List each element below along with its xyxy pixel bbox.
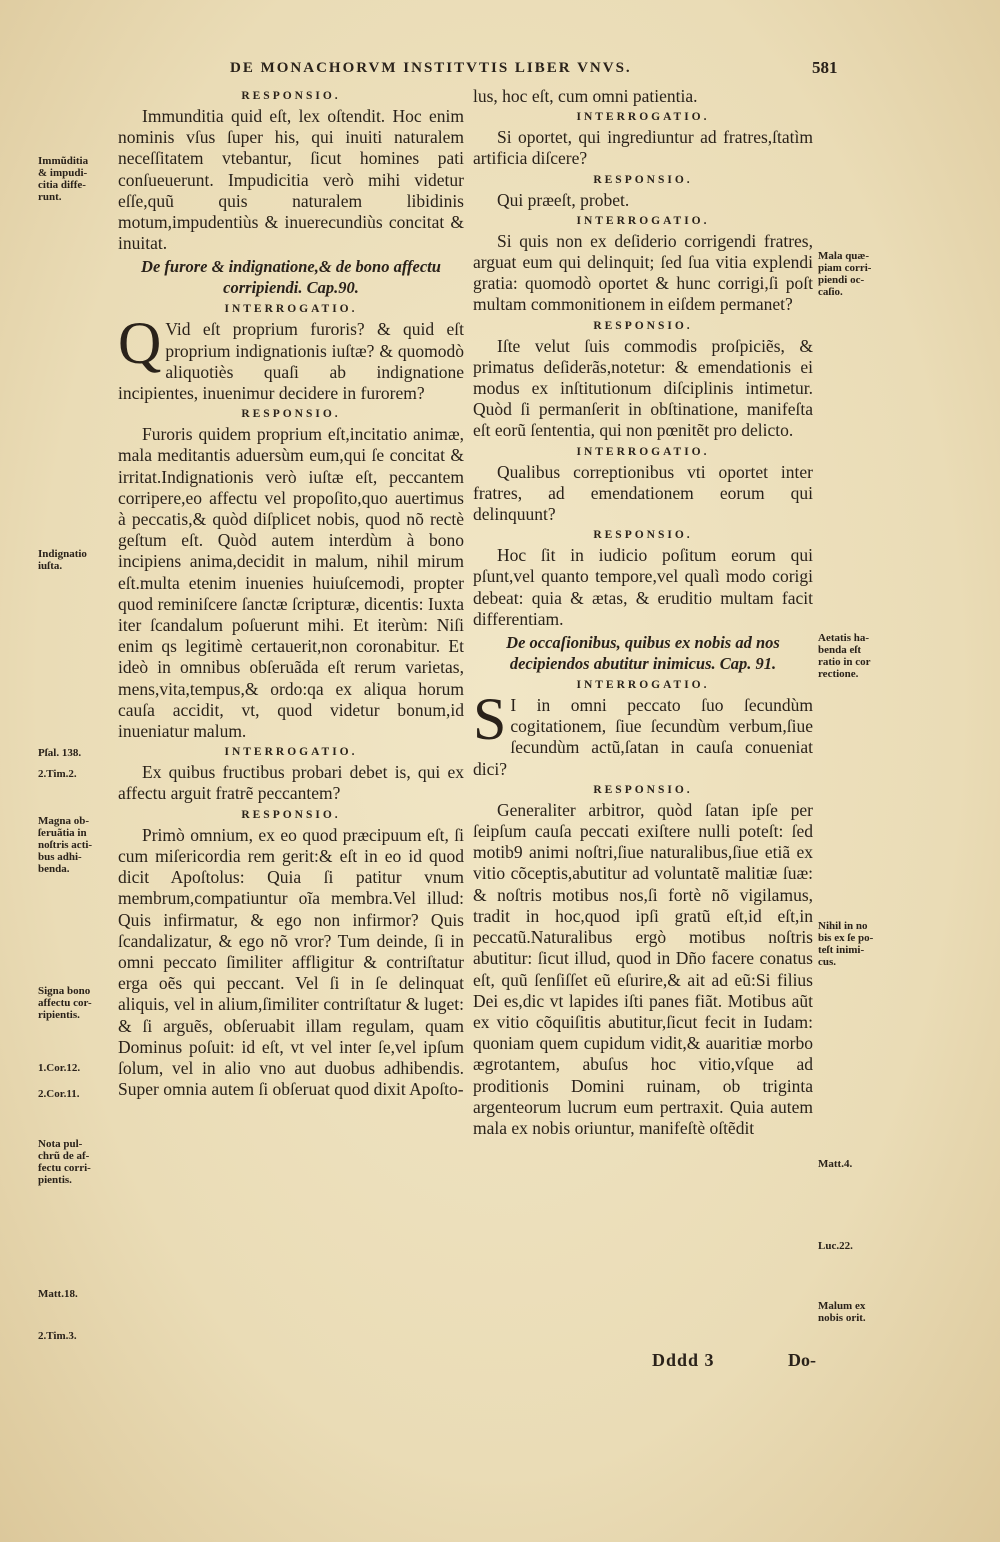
margin-note: Malum ex nobis orit. <box>818 1300 866 1324</box>
section-label: RESPONSIO. <box>593 319 693 332</box>
running-title: DE MONACHORVM INSTITVTIS LIBER VNVS. <box>230 60 632 76</box>
margin-note: 2.Tim.2. <box>38 768 77 780</box>
section-label: INTERROGATIO. <box>576 445 710 458</box>
paragraph: Qui præeſt, probet. <box>497 189 630 210</box>
paragraph: Iſte velut ſuis commodis proſpiciẽs, & primatus deſiderãs,notetur: & emendationis ei modus ex inſtitutionum diſciplinis intimetur. Quòd ſi permanſerit in obſtinatione, manifeſta eſt eorũ ſententia, qui non pœnitẽt pro delicto. <box>473 335 813 441</box>
margin-note: Matt.4. <box>818 1158 853 1170</box>
catchword: Do- <box>788 1350 816 1370</box>
section-label: RESPONSIO. <box>241 408 341 421</box>
margin-note: Luc.22. <box>818 1240 853 1252</box>
section-label: INTERROGATIO. <box>576 679 710 692</box>
paragraph: Ex quibus fructibus probari debet is, qui ex affectu arguit fratrẽ peccantem? <box>118 762 464 804</box>
margin-note: Matt.18. <box>38 1288 78 1300</box>
margin-note: 2.Cor.11. <box>38 1088 80 1100</box>
paragraph-dropcap: QVid eſt proprium furoris? & quid eſt proprium indignationis iuſtæ? & quomodò aliquotiès quaſi ab indignatione incipientes, inuenimur decidere in furorem? <box>118 310 464 404</box>
margin-note: Mala quæ- piam corri- piendi oc- caſio. <box>818 250 872 298</box>
signature-mark: Dddd 3 <box>652 1350 715 1370</box>
paragraph: Furoris quidem proprium eſt,incitatio animæ, mala meditantis aduersùm eum,qui ſe concitat & irritat.Indignationis verò iuſtæ eſt, peccantem corripere,eo affectu vel propoſito,quo auertimus à peccatis,& quòd diſplicet nobis, quod nõ rectè geſtum eſt. Quòd autem interdùm à bono incipiens anima,decidit in malum, nihil mirum eſt.multa etenim inuenies huiuſcemodi, propter quod reminiſcere ſanctæ ſcripturæ, dicentis: Iuxta iter ſcandalum poſuerunt mihi. Et iterùm: Niſi enim qs legitimè certauerit,non coronabitur. Et ideò in omnibus obſeruãda eſt rerum varietas, mens,vita,tempus,& ordo:qa ex aliqua horum cauſa accidit, vt, quod videtur bonum,id inueniatur malum. <box>118 424 464 742</box>
left-text-column <box>118 86 464 1100</box>
right-text-column <box>473 86 813 1139</box>
section-label: RESPONSIO. <box>241 90 341 102</box>
margin-note: 1.Cor.12. <box>38 1062 81 1074</box>
margin-note: Nota pul- chrũ de af- fectu corri- pientis. <box>38 1138 91 1186</box>
paragraph: Hoc ſit in iudicio poſitum eorum qui pſunt,vel quanto tempore,vel qualì modo corigi debeat: quia & ætas, & eruditio multam facit differentiam. <box>473 545 813 629</box>
chapter-title: De occaſionibus, quibus ex nobis ad nos decipiendos abutitur inimicus. Cap. 91. <box>506 633 780 674</box>
margin-note: Magna ob- ſeruãtia in noſtris acti- bus adhi- benda. <box>38 815 93 875</box>
page-number: 581 <box>812 58 838 77</box>
paragraph: lus, hoc eſt, cum omni patientia. <box>473 86 698 106</box>
section-label: RESPONSIO. <box>593 783 693 796</box>
paragraph: Generaliter arbitror, quòd ſatan ipſe per ſeipſum cauſa peccati exiſtere nulli poteſt: ſed motib9 animi noſtri,ſiue naturalibus,ſiue etiã ex vitio cõceptis,abutitur ad voluntatẽ malitiæ ſuæ: & noſtris motibus nos,ſi fortè nõ vigilamus, tradit in hoc,quod ipſi gratũ eſt,id eſt,in peccatũ.Naturalibus ergò motibus noſtris abutitur: ſicut illud, quod in Dño facere conatus eſt, quũ ſenſiſſet eũ eſurire,& ait ad eũ:Si filius Dei es,dic vt lapides iſti panes fiãt. Motibus aũt ex vitio cõquiſitis abutitur,ſicut fecit in Iudam: quoniam quem cupidum vidit,& auaritiæ morbo ægrotantem, abuſus hoc vitio,vſque ad proditionis Domini ruinam, ob triginta argenteorum lucrum eum pertraxit. Quia autem mala ex nobis oriuntur, manifeſtè oſtẽdit <box>473 799 813 1138</box>
paragraph: Immunditia quid eſt, lex oſtendit. Hoc enim nominis vſus ſuper his, qui inuiti naturalem neceſſitatem vtebantur, ſicut homines pati conſueuerunt. Impudicitia verò mihi videtur eſſe,quũ quis naturalem libidinis motum,impudentiùs & inuerecundiùs concitat & inuitat. <box>118 106 464 254</box>
section-label: INTERROGATIO. <box>576 214 710 227</box>
section-label: RESPONSIO. <box>241 808 341 821</box>
margin-note: 2.Tim.3. <box>38 1330 77 1342</box>
paragraph: Si oportet, qui ingrediuntur ad fratres,ſtatìm artificia diſcere? <box>473 127 813 169</box>
section-label: INTERROGATIO. <box>576 111 710 124</box>
margin-note: Immũditia & impudi- citia diffe- runt. <box>38 155 89 203</box>
paragraph: Si quis non ex deſiderio corrigendi fratres, arguat eum qui delinquit; ſed ſua vitia explendi gratia: quomodò oportet & hunc corrigi,ſi poſt multam commonitionem in eiſdem permanet? <box>473 230 813 315</box>
paragraph: Primò omnium, ex eo quod præcipuum eſt, ſi cum miſericordia rem gerit:& eſt in eo id quod dicit Apoſtolus: Quia ſi patitur vnum membrum,compatiuntur oĩa membra.Vel illud: Quis infirmatur, & ego non infirmor? Quis ſcandalizatur, & ego nõ vror? Tum deinde, ſi in omni peccato ſimiliter affligitur & contriſtatur erga oẽs qui peccant. Vel ſi in ſe delinquat aliquis, vel in alium,ſimiliter contriſtatur & luget: & ſi arguẽs, obſeruabit illam regulam, quam Dominus poſuit: id eſt, vt vel inter ſe,vel ipſum ſolum, vel in alio vno aut duobus adhibendis. Super omnia autem ſi obſeruat quod dixit Apoſto- <box>118 824 464 1100</box>
margin-note: Indignatio iuſta. <box>38 548 87 572</box>
margin-note: Aetatis ha- benda eſt ratio in cor rectione. <box>818 632 871 680</box>
section-label: INTERROGATIO. <box>224 746 358 759</box>
paragraph-dropcap: SI in omni peccato ſuo ſecundùm cogitationem, ſiue ſecundùm verbum,ſiue ſecundùm actũ,ſatan in cauſa conueniat dici? <box>473 686 813 779</box>
margin-note: Pſal. 138. <box>38 747 82 759</box>
margin-note: Signa bono affectu cor- ripientis. <box>38 985 92 1021</box>
paragraph: Qualibus correptionibus vti oportet inter fratres, ad emendationem eorum qui delinquunt? <box>473 461 813 525</box>
chapter-title: De furore & indignatione,& de bono affectu corripiendi. Cap.90. <box>141 257 441 298</box>
section-label: RESPONSIO. <box>593 173 693 186</box>
margin-note: Nihil in no bis ex ſe po- teſt inimi- cus. <box>818 920 874 968</box>
section-label: INTERROGATIO. <box>224 303 358 316</box>
section-label: RESPONSIO. <box>593 529 693 542</box>
